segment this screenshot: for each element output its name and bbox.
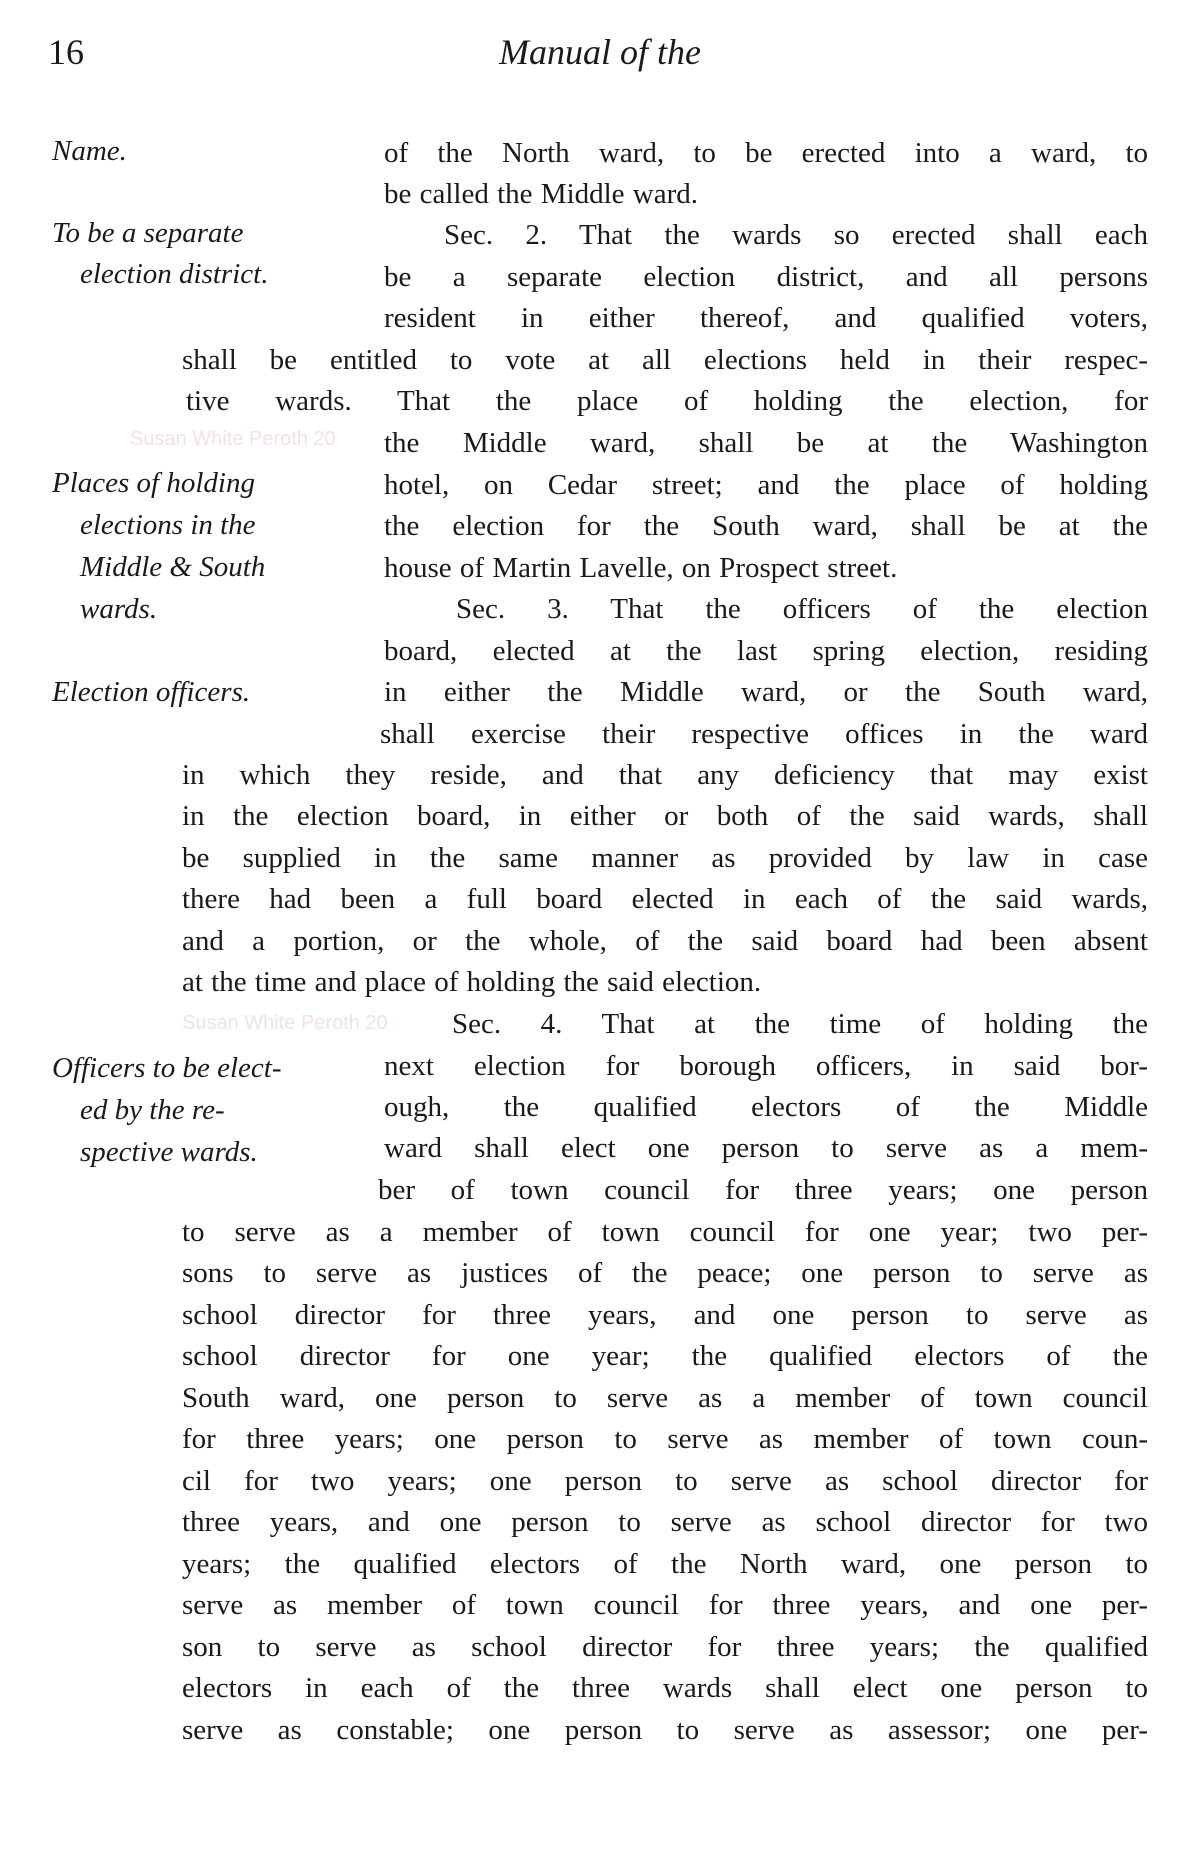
body-line: the Middle ward, shall be at the Washington <box>384 427 1148 459</box>
body-line: ward shall elect one person to serve as a mem- <box>384 1132 1148 1164</box>
body-line: in either the Middle ward, or the South ward, <box>384 676 1148 708</box>
body-line: South ward, one person to serve as a member of town council <box>182 1382 1148 1414</box>
body-line: years; the qualified electors of the North ward, one person to <box>182 1548 1148 1580</box>
margin-note: ed by the re- <box>80 1094 225 1126</box>
body-line: school director for one year; the qualified electors of the <box>182 1340 1148 1372</box>
body-line: in the election board, in either or both of the said wards, shall <box>182 800 1148 832</box>
body-line: of the North ward, to be erected into a ward, to <box>384 137 1148 169</box>
margin-note: Officers to be elect- <box>52 1052 282 1084</box>
body-line: serve as member of town council for three years, and one per- <box>182 1589 1148 1621</box>
body-line: board, elected at the last spring election, residing <box>384 635 1148 667</box>
body-line: and a portion, or the whole, of the said board had been absent <box>182 925 1148 957</box>
body-line: shall exercise their respective offices in the ward <box>380 718 1148 750</box>
body-line: three years, and one person to serve as school director for two <box>182 1506 1148 1538</box>
body-line: Sec. 4. That at the time of holding the <box>452 1008 1148 1040</box>
body-line: school director for three years, and one person to serve as <box>182 1299 1148 1331</box>
body-line: at the time and place of holding the said election. <box>182 966 762 998</box>
body-line: the election for the South ward, shall be at the <box>384 510 1148 542</box>
body-line: serve as constable; one person to serve as assessor; one per- <box>182 1714 1148 1746</box>
body-line: shall be entitled to vote at all elections held in their respec- <box>182 344 1148 376</box>
body-line: for three years; one person to serve as member of town coun- <box>182 1423 1148 1455</box>
body-line: house of Martin Lavelle, on Prospect street. <box>384 552 898 584</box>
margin-note: election district. <box>80 258 269 290</box>
page-number: 16 <box>48 32 84 72</box>
body-line: be a separate election district, and all persons <box>384 261 1148 293</box>
margin-note: elections in the <box>80 509 256 541</box>
body-line: be supplied in the same manner as provided by law in case <box>182 842 1148 874</box>
body-line: electors in each of the three wards shall elect one person to <box>182 1672 1148 1704</box>
margin-note: wards. <box>80 593 158 625</box>
body-line: son to serve as school director for three years; the qualified <box>182 1631 1148 1663</box>
margin-note: spective wards. <box>80 1136 258 1168</box>
running-head: Manual of the <box>499 32 701 72</box>
margin-note: To be a separate <box>52 217 244 249</box>
margin-note: Middle & South <box>80 551 266 583</box>
watermark: Susan White Peroth 20 <box>182 1012 388 1034</box>
body-line: Sec. 2. That the wards so erected shall each <box>444 219 1148 251</box>
body-line: there had been a full board elected in each of the said wards, <box>182 883 1148 915</box>
margin-note: Places of holding <box>52 467 255 499</box>
body-line: be called the Middle ward. <box>384 178 699 210</box>
body-line: resident in either thereof, and qualified voters, <box>384 302 1148 334</box>
body-line: tive wards. That the place of holding the election, for <box>186 385 1148 417</box>
watermark: Susan White Peroth 20 <box>130 428 336 450</box>
body-line: to serve as a member of town council for one year; two per- <box>182 1216 1148 1248</box>
body-line: ber of town council for three years; one person <box>378 1174 1148 1206</box>
margin-note: Election officers. <box>52 676 251 708</box>
margin-note: Name. <box>52 135 127 167</box>
body-line: next election for borough officers, in said bor- <box>384 1050 1148 1082</box>
body-line: ough, the qualified electors of the Middle <box>384 1091 1148 1123</box>
body-line: Sec. 3. That the officers of the election <box>456 593 1148 625</box>
body-line: in which they reside, and that any deficiency that may exist <box>182 759 1148 791</box>
body-line: cil for two years; one person to serve as school director for <box>182 1465 1148 1497</box>
body-line: sons to serve as justices of the peace; one person to serve as <box>182 1257 1148 1289</box>
body-line: hotel, on Cedar street; and the place of holding <box>384 469 1148 501</box>
